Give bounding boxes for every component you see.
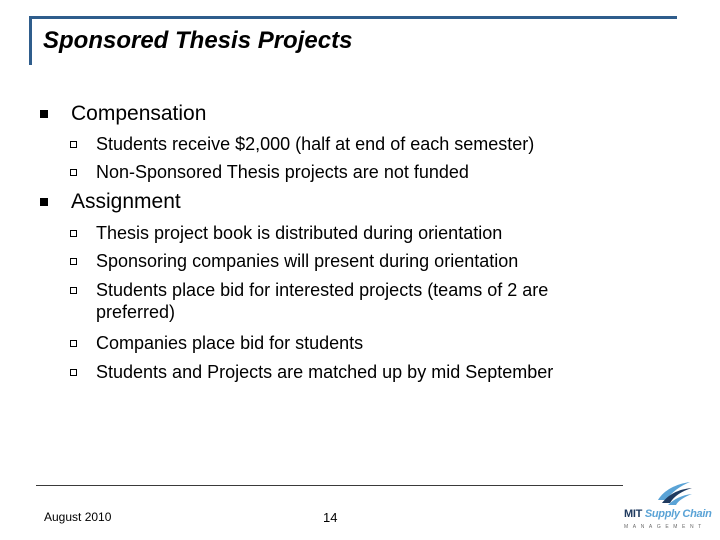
sub-bullet-text: Students and Projects are matched up by mid September: [96, 362, 554, 382]
logo-wordmark-supply-chain: Supply Chain: [644, 508, 712, 520]
hollow-square-bullet-icon: [70, 169, 77, 176]
hollow-square-bullet-icon: [70, 258, 77, 265]
swoosh-logo-icon: [654, 476, 694, 506]
square-bullet-icon: [40, 198, 48, 206]
logo-wordmark: [624, 508, 712, 520]
footer-date: August 2010: [44, 510, 112, 524]
hollow-square-bullet-icon: [70, 340, 77, 347]
hollow-square-bullet-icon: [70, 287, 77, 294]
sub-bullet-text: Thesis project book is distributed during orientation: [96, 223, 503, 243]
hollow-square-bullet-icon: [70, 230, 77, 237]
sub-bullet-text: Companies place bid for students: [96, 333, 364, 353]
square-bullet-icon: [40, 110, 48, 118]
sub-bullet-text: Sponsoring companies will present during orientation: [96, 251, 519, 271]
hollow-square-bullet-icon: [70, 369, 77, 376]
bullet-heading: Compensation: [71, 102, 207, 125]
mit-supply-chain-logo: [620, 476, 716, 534]
sub-bullet-text: Non-Sponsored Thesis projects are not funded: [96, 162, 469, 182]
logo-subtitle: MANAGEMENT: [624, 524, 706, 530]
slide-title: Sponsored Thesis Projects: [43, 27, 353, 54]
title-frame-top-border: [29, 16, 677, 19]
footer-divider: [36, 485, 623, 486]
sub-bullet-text: Students place bid for interested projects (teams of 2 are preferred): [96, 280, 549, 322]
sub-bullet-text: Students receive $2,000 (half at end of each semester): [96, 134, 535, 154]
page-number: 14: [323, 510, 338, 525]
bullet-heading: Assignment: [71, 190, 181, 213]
hollow-square-bullet-icon: [70, 141, 77, 148]
logo-wordmark-mit: MIT: [624, 508, 643, 520]
title-frame-left-border: [29, 16, 32, 65]
